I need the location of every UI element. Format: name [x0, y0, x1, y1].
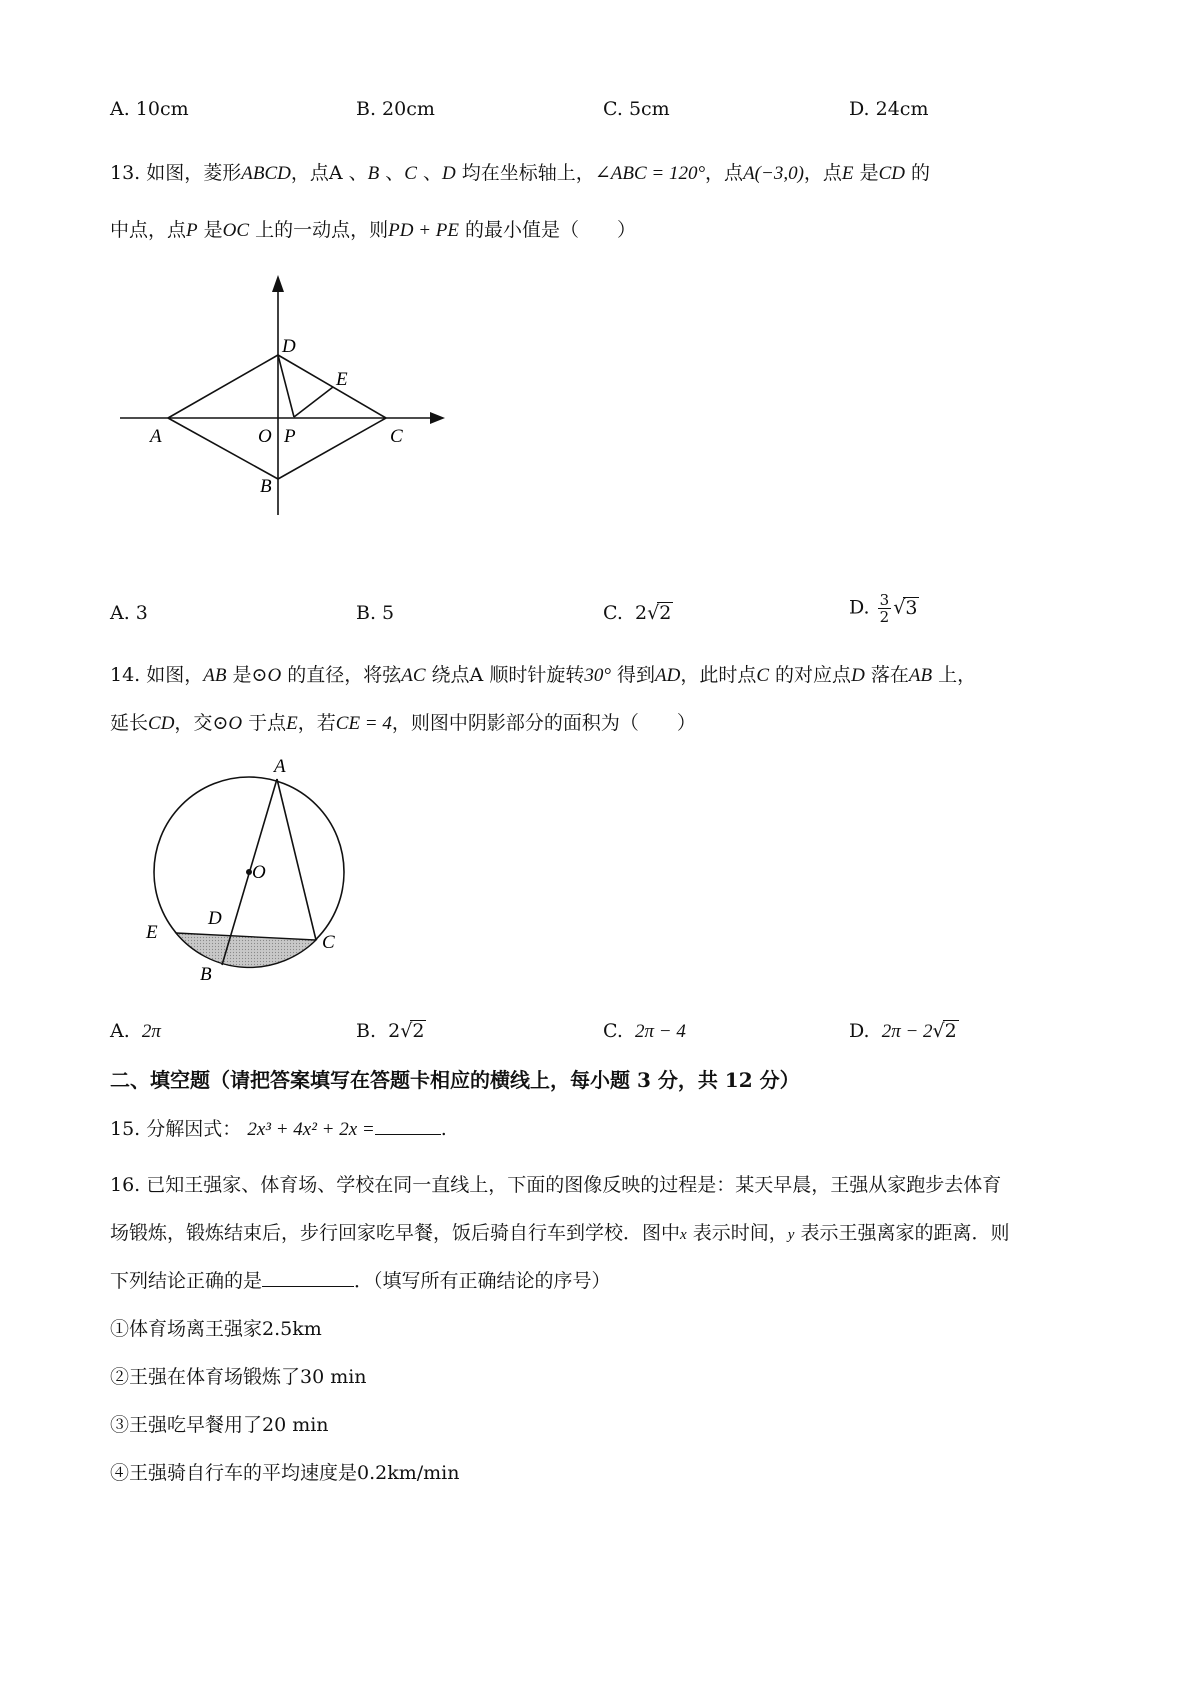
q12-option-c: C. 5cm: [603, 98, 670, 120]
q14-text: 得到: [610, 664, 655, 686]
option-label: A.: [110, 1020, 130, 1042]
q13-text: 是: [197, 219, 223, 241]
sqrt-icon: √: [647, 602, 660, 624]
q13-point-b: B: [367, 163, 380, 184]
q12-option-b: B. 20cm: [356, 98, 435, 120]
q16-answer-blank[interactable]: [262, 1286, 354, 1287]
q15-answer-blank[interactable]: [375, 1134, 441, 1135]
q15-label: 15. 分解因式：: [110, 1118, 242, 1140]
q16-text: 表示时间，: [686, 1222, 788, 1244]
q14-option-b: [356, 1018, 426, 1044]
option-label: C.: [603, 1020, 623, 1042]
denominator: 2: [879, 608, 890, 626]
q13-text: 的最小值是（ ）: [459, 219, 637, 241]
sqrt-icon: √: [893, 596, 906, 619]
q14-text: 的直径，将弦: [281, 664, 402, 686]
q16-text: 场锻炼，锻炼结束后，步行回家吃早餐，饭后骑自行车到学校．图中: [110, 1222, 681, 1244]
q13-text: ，点A 、: [290, 162, 368, 184]
q14-point-c: C: [756, 665, 770, 686]
q14-stem-line2: [110, 708, 1100, 735]
label-c: C: [390, 426, 403, 447]
q16-var-y: y: [787, 1227, 795, 1243]
q13-segment-cd: CD: [878, 163, 905, 184]
q13-text: ，点: [705, 162, 744, 184]
q12-option-a: A. 10cm: [110, 98, 189, 120]
segment-dp: [278, 355, 294, 417]
q13-text: 均在坐标轴上，: [455, 162, 595, 184]
coefficient: 2: [635, 602, 648, 624]
q13-point-d: D: [442, 163, 456, 184]
side-ad: [168, 355, 278, 418]
q13-expression: PD + PE: [388, 220, 459, 241]
q13-text: 的: [904, 162, 931, 184]
q14-text: 延长: [110, 712, 149, 734]
radicand: 2: [412, 1020, 425, 1042]
q13-stem-line1: [110, 158, 1100, 185]
q14-stem-line1: [110, 660, 1100, 687]
label-a: A: [274, 756, 286, 777]
option-label: B.: [356, 1020, 377, 1042]
option-value: 2π − 4: [635, 1021, 686, 1042]
label-c: C: [322, 932, 335, 953]
label-b: B: [260, 476, 272, 497]
label-e: E: [146, 922, 158, 943]
q14-option-a: [110, 1018, 161, 1045]
q13-option-a: A. 3: [110, 602, 148, 624]
q14-ce-length: CE = 4: [335, 713, 392, 734]
label-o: O: [258, 426, 272, 447]
q13-text: 、: [416, 162, 443, 184]
q14-segment-cd: CD: [148, 713, 175, 734]
fraction: [878, 592, 892, 625]
q16-text: 表示王强离家的距离．则: [794, 1222, 1010, 1244]
q14-text: ，此时点: [680, 664, 757, 686]
q13-rhombus-name: ABCD: [241, 163, 291, 184]
q14-text: 绕点A 顺时针旋转: [425, 664, 585, 686]
q14-point-d: D: [851, 665, 865, 686]
q14-text: 上，: [932, 664, 977, 686]
q16-var-x: x: [680, 1227, 687, 1243]
q14-circle-figure: [130, 750, 370, 990]
q14-text: 落在: [864, 664, 909, 686]
q16-text: 下列结论正确的是: [110, 1270, 263, 1292]
label-p: P: [284, 426, 296, 447]
label-b: B: [200, 964, 212, 985]
option-value: 2π − 2: [881, 1021, 933, 1042]
q14-segment-ab: AB: [203, 665, 227, 686]
q13-text: 上的一动点，则: [249, 219, 389, 241]
option-label: D.: [849, 1020, 870, 1042]
q16-item-2: ②王强在体育场锻炼了30 min: [110, 1366, 367, 1388]
q14-text: 14. 如图，: [110, 664, 204, 686]
q14-angle: 30°: [584, 665, 611, 686]
q14-text: ，交: [174, 712, 213, 734]
q14-option-c: [603, 1018, 686, 1045]
q16-item-3: ③王强吃早餐用了20 min: [110, 1414, 329, 1436]
radicand: 2: [944, 1020, 957, 1042]
q13-angle: ∠ABC = 120°: [594, 163, 706, 184]
label-d: D: [208, 908, 222, 929]
q13-option-c: [603, 600, 673, 626]
q13-stem-line2: [110, 215, 1100, 242]
q13-rhombus-figure: [110, 270, 460, 520]
q15-stem: [110, 1114, 1100, 1141]
label-d: D: [282, 336, 296, 357]
q14-circle-o: ⊙O: [251, 665, 282, 686]
radicand: 2: [659, 602, 672, 624]
option-value: 2π: [141, 1021, 161, 1042]
coefficient: 2: [388, 1020, 401, 1042]
sqrt-icon: √: [932, 1020, 945, 1042]
sqrt-icon: √: [400, 1020, 413, 1042]
radicand: 3: [905, 596, 918, 619]
q13-text: 中点，点: [110, 219, 187, 241]
q14-text: 于点: [242, 712, 287, 734]
q16-item-4: ④王强骑自行车的平均速度是0.2km/min: [110, 1462, 460, 1484]
label-e: E: [336, 369, 348, 390]
q13-segment-oc: OC: [222, 220, 250, 241]
q13-point-a-coord: A(−3,0): [743, 163, 804, 184]
q14-text: 的对应点: [769, 664, 852, 686]
q13-text: ，点: [803, 162, 842, 184]
x-axis-arrow-icon: [430, 412, 445, 424]
section-heading: 二、填空题（请把答案填写在答题卡相应的横线上，每小题 3 分，共 12 分）: [110, 1068, 800, 1092]
q13-point-e: E: [841, 163, 854, 184]
q13-text: 是: [853, 162, 879, 184]
option-label: C.: [603, 602, 623, 624]
shaded-region: [176, 933, 316, 967]
numerator: 3: [879, 591, 890, 609]
q16-text: ．（填写所有正确结论的序号）: [354, 1270, 611, 1292]
q15-end: .: [440, 1118, 447, 1140]
q14-segment-ab: AB: [908, 665, 933, 686]
q14-circle-o: ⊙O: [212, 713, 243, 734]
q13-option-d: [849, 592, 919, 625]
q13-text: 、: [379, 162, 405, 184]
y-axis-arrow-icon: [272, 275, 284, 292]
q14-text: 是: [226, 664, 252, 686]
q16-item-1: ①体育场离王强家2.5km: [110, 1318, 322, 1340]
chord-ac: [277, 779, 316, 940]
q14-text: ，若: [297, 712, 336, 734]
q14-point-e: E: [286, 713, 298, 734]
q12-option-d: D. 24cm: [849, 98, 929, 120]
q13-text: 13. 如图，菱形: [110, 162, 242, 184]
q14-option-d: [849, 1018, 959, 1045]
q13-point-c: C: [404, 163, 417, 184]
label-o: O: [252, 862, 266, 883]
q13-option-b: B. 5: [356, 602, 395, 624]
option-label: D.: [849, 596, 870, 619]
q14-segment-ac: AC: [401, 665, 426, 686]
q14-segment-ad: AD: [654, 665, 681, 686]
q16-stem-line1: 16. 已知王强家、体育场、学校在同一直线上，下面的图像反映的过程是：某天早晨，王强从家跑步去体育: [110, 1174, 1002, 1196]
q14-text: ，则图中阴影部分的面积为（ ）: [391, 712, 696, 734]
label-a: A: [150, 426, 162, 447]
q16-stem-line2: [110, 1218, 1100, 1245]
q16-stem-line3: [110, 1266, 1100, 1293]
q15-expression: 2x³ + 4x² + 2x =: [247, 1119, 375, 1140]
side-dc: [278, 355, 386, 418]
q13-point-p: P: [186, 220, 198, 241]
segment-pe: [294, 387, 333, 417]
